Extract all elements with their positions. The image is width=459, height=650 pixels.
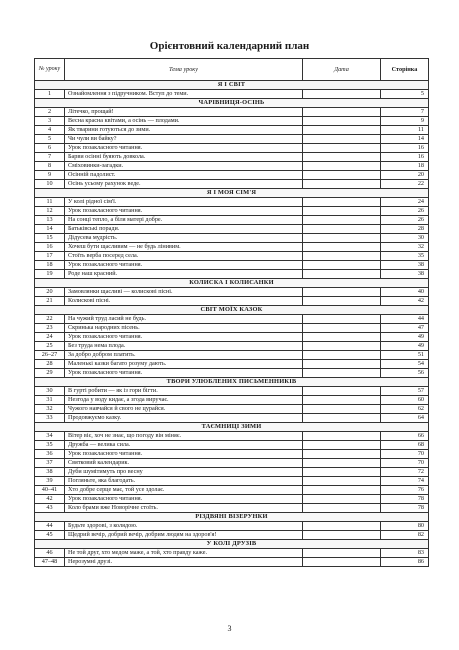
table-row bbox=[35, 270, 429, 279]
topic-cell: В гурті робити — як із гори бігти. bbox=[65, 387, 303, 396]
table-row bbox=[35, 288, 429, 297]
lesson-number-cell: 34 bbox=[35, 432, 65, 441]
lesson-number-cell: 30 bbox=[35, 387, 65, 396]
lesson-number-cell: 24 bbox=[35, 333, 65, 342]
topic-cell: Урок позакласного читання. bbox=[65, 261, 303, 270]
table-row bbox=[35, 126, 429, 135]
topic-cell: На сонці тепло, а біля матері добре. bbox=[65, 216, 303, 225]
table-row bbox=[35, 234, 429, 243]
table-row bbox=[35, 558, 429, 567]
date-cell bbox=[303, 252, 381, 261]
topic-cell: У колі рідної сім'ї. bbox=[65, 198, 303, 207]
header-topic: Тема уроку bbox=[65, 59, 303, 81]
topic-cell: Маленькі казки багато розуму дають. bbox=[65, 360, 303, 369]
table-row bbox=[35, 369, 429, 378]
topic-cell: Урок позакласного читання. bbox=[65, 369, 303, 378]
table-row bbox=[35, 216, 429, 225]
table-row bbox=[35, 333, 429, 342]
page-cell: 26 bbox=[381, 216, 429, 225]
lesson-number-cell: 47–48 bbox=[35, 558, 65, 567]
section-title: СВІТ МОЇХ КАЗОК bbox=[35, 306, 429, 315]
page-cell: 7 bbox=[381, 108, 429, 117]
lesson-number-cell: 32 bbox=[35, 405, 65, 414]
date-cell bbox=[303, 450, 381, 459]
page-cell: 44 bbox=[381, 315, 429, 324]
page-cell: 5 bbox=[381, 90, 429, 99]
date-cell bbox=[303, 90, 381, 99]
date-cell bbox=[303, 126, 381, 135]
lesson-number-cell: 12 bbox=[35, 207, 65, 216]
section-header-row bbox=[35, 279, 429, 288]
page-cell: 70 bbox=[381, 459, 429, 468]
lesson-number-cell: 3 bbox=[35, 117, 65, 126]
date-cell bbox=[303, 216, 381, 225]
date-cell bbox=[303, 135, 381, 144]
topic-cell: Роде наш красний. bbox=[65, 270, 303, 279]
topic-cell: Урок позакласного читання. bbox=[65, 144, 303, 153]
lesson-number-cell: 39 bbox=[35, 477, 65, 486]
table-row bbox=[35, 360, 429, 369]
table-row bbox=[35, 387, 429, 396]
section-title: КОЛИСКА І КОЛИСАНКИ bbox=[35, 279, 429, 288]
lesson-number-cell: 46 bbox=[35, 549, 65, 558]
page-cell: 26 bbox=[381, 207, 429, 216]
topic-cell: Нерозумні друзі. bbox=[65, 558, 303, 567]
topic-cell: Продовжуємо казку. bbox=[65, 414, 303, 423]
page-cell: 78 bbox=[381, 495, 429, 504]
section-header-row bbox=[35, 513, 429, 522]
date-cell bbox=[303, 414, 381, 423]
header-date: Дата bbox=[303, 59, 381, 81]
date-cell bbox=[303, 351, 381, 360]
date-cell bbox=[303, 441, 381, 450]
page-cell: 60 bbox=[381, 396, 429, 405]
section-title: Я І МОЯ СІМ'Я bbox=[35, 189, 429, 198]
date-cell bbox=[303, 261, 381, 270]
section-header-row bbox=[35, 306, 429, 315]
table-row bbox=[35, 450, 429, 459]
lesson-number-cell: 26–27 bbox=[35, 351, 65, 360]
page-cell: 24 bbox=[381, 198, 429, 207]
page-cell: 74 bbox=[381, 477, 429, 486]
date-cell bbox=[303, 171, 381, 180]
lesson-number-cell: 14 bbox=[35, 225, 65, 234]
page-cell: 64 bbox=[381, 414, 429, 423]
calendar-plan-table bbox=[34, 58, 429, 567]
date-cell bbox=[303, 144, 381, 153]
topic-cell: Дружба — велика сила. bbox=[65, 441, 303, 450]
date-cell bbox=[303, 234, 381, 243]
lesson-number-cell: 37 bbox=[35, 459, 65, 468]
date-cell bbox=[303, 117, 381, 126]
lesson-number-cell: 45 bbox=[35, 531, 65, 540]
section-title: РІЗДВЯНІ ВІЗЕРУНКИ bbox=[35, 513, 429, 522]
page-cell: 57 bbox=[381, 387, 429, 396]
topic-cell: Хочеш бути щасливим — не будь лінивим. bbox=[65, 243, 303, 252]
section-header-row bbox=[35, 81, 429, 90]
table-row bbox=[35, 180, 429, 189]
lesson-number-cell: 11 bbox=[35, 198, 65, 207]
table-row bbox=[35, 495, 429, 504]
topic-cell: Дідусева мудрість. bbox=[65, 234, 303, 243]
page-cell: 20 bbox=[381, 171, 429, 180]
lesson-number-cell: 44 bbox=[35, 522, 65, 531]
page-cell: 14 bbox=[381, 135, 429, 144]
lesson-number-cell: 31 bbox=[35, 396, 65, 405]
page-cell: 49 bbox=[381, 342, 429, 351]
page-cell: 78 bbox=[381, 504, 429, 513]
header-lesson-number: № уроку bbox=[35, 59, 65, 81]
lesson-number-cell: 42 bbox=[35, 495, 65, 504]
table-row bbox=[35, 459, 429, 468]
date-cell bbox=[303, 558, 381, 567]
lesson-number-cell: 25 bbox=[35, 342, 65, 351]
page-title: Орієнтовний календарний план bbox=[149, 40, 310, 52]
topic-cell: Літечко, прощай! bbox=[65, 108, 303, 117]
page-cell: 38 bbox=[381, 270, 429, 279]
table-row bbox=[35, 108, 429, 117]
page-cell: 54 bbox=[381, 360, 429, 369]
lesson-number-cell: 15 bbox=[35, 234, 65, 243]
topic-cell: Колискові пісні. bbox=[65, 297, 303, 306]
date-cell bbox=[303, 198, 381, 207]
date-cell bbox=[303, 396, 381, 405]
page-cell: 11 bbox=[381, 126, 429, 135]
date-cell bbox=[303, 324, 381, 333]
page-cell: 30 bbox=[381, 234, 429, 243]
lesson-number-cell: 2 bbox=[35, 108, 65, 117]
date-cell bbox=[303, 315, 381, 324]
date-cell bbox=[303, 486, 381, 495]
date-cell bbox=[303, 504, 381, 513]
section-title: У КОЛІ ДРУЗІВ bbox=[35, 540, 429, 549]
page-cell: 16 bbox=[381, 153, 429, 162]
topic-cell: На чужий труд ласий не будь. bbox=[65, 315, 303, 324]
topic-cell: Урок позакласного читання. bbox=[65, 495, 303, 504]
table-row bbox=[35, 396, 429, 405]
section-title: ТВОРИ УЛЮБЛЕНИХ ПИСЬМЕННИКІВ bbox=[35, 378, 429, 387]
topic-cell: Чи чули ви байку? bbox=[65, 135, 303, 144]
page-cell: 62 bbox=[381, 405, 429, 414]
lesson-number-cell: 17 bbox=[35, 252, 65, 261]
date-cell bbox=[303, 549, 381, 558]
lesson-number-cell: 16 bbox=[35, 243, 65, 252]
table-row bbox=[35, 468, 429, 477]
table-row bbox=[35, 441, 429, 450]
page-cell: 9 bbox=[381, 117, 429, 126]
page-cell: 56 bbox=[381, 369, 429, 378]
date-cell bbox=[303, 360, 381, 369]
page-cell: 82 bbox=[381, 531, 429, 540]
table-row bbox=[35, 414, 429, 423]
topic-cell: Сміховинки-загадки. bbox=[65, 162, 303, 171]
table-row bbox=[35, 315, 429, 324]
topic-cell: Батьківські поради. bbox=[65, 225, 303, 234]
page-cell: 18 bbox=[381, 162, 429, 171]
lesson-number-cell: 43 bbox=[35, 504, 65, 513]
lesson-number-cell: 20 bbox=[35, 288, 65, 297]
lesson-number-cell: 13 bbox=[35, 216, 65, 225]
page-cell: 72 bbox=[381, 468, 429, 477]
lesson-number-cell: 19 bbox=[35, 270, 65, 279]
lesson-number-cell: 5 bbox=[35, 135, 65, 144]
table-row bbox=[35, 261, 429, 270]
page-cell: 42 bbox=[381, 297, 429, 306]
table-row bbox=[35, 522, 429, 531]
section-title: ТАЄМНИЦІ ЗИМИ bbox=[35, 423, 429, 432]
table-row bbox=[35, 198, 429, 207]
table-row bbox=[35, 162, 429, 171]
section-header-row bbox=[35, 378, 429, 387]
page-cell: 22 bbox=[381, 180, 429, 189]
page-cell: 38 bbox=[381, 261, 429, 270]
topic-cell: Замовлянки щасливі — колискові пісні. bbox=[65, 288, 303, 297]
lesson-number-cell: 23 bbox=[35, 324, 65, 333]
lesson-number-cell: 1 bbox=[35, 90, 65, 99]
topic-cell: Ознайомлення з підручником. Вступ до теми. bbox=[65, 90, 303, 99]
table-row bbox=[35, 117, 429, 126]
topic-cell: Не той друг, хто медом маже, а той, хто правду каже. bbox=[65, 549, 303, 558]
topic-cell: Скринька народних пісень. bbox=[65, 324, 303, 333]
topic-cell: Урок позакласного читання. bbox=[65, 450, 303, 459]
table-row bbox=[35, 477, 429, 486]
date-cell bbox=[303, 522, 381, 531]
page-cell: 70 bbox=[381, 450, 429, 459]
date-cell bbox=[303, 288, 381, 297]
topic-cell: Весна красна квітами, а осінь — плодами. bbox=[65, 117, 303, 126]
date-cell bbox=[303, 225, 381, 234]
table-row bbox=[35, 252, 429, 261]
topic-cell: Осінь усьому рахунок веде. bbox=[65, 180, 303, 189]
topic-cell: Урок позакласного читання. bbox=[65, 207, 303, 216]
table-header-row bbox=[35, 59, 429, 81]
section-title: ЧАРІВНИЦЯ-ОСІНЬ bbox=[35, 99, 429, 108]
lesson-number-cell: 10 bbox=[35, 180, 65, 189]
topic-cell: Без труда нема плода. bbox=[65, 342, 303, 351]
page-cell: 28 bbox=[381, 225, 429, 234]
date-cell bbox=[303, 477, 381, 486]
date-cell bbox=[303, 531, 381, 540]
topic-cell: Урок позакласного читання. bbox=[65, 333, 303, 342]
lesson-number-cell: 33 bbox=[35, 414, 65, 423]
topic-cell: Барви осінні буяють довкола. bbox=[65, 153, 303, 162]
section-header-row bbox=[35, 540, 429, 549]
table-row bbox=[35, 531, 429, 540]
date-cell bbox=[303, 270, 381, 279]
page-cell: 76 bbox=[381, 486, 429, 495]
date-cell bbox=[303, 297, 381, 306]
topic-cell: Дуби шумітимуть про весну bbox=[65, 468, 303, 477]
page-cell: 83 bbox=[381, 549, 429, 558]
table-body bbox=[35, 81, 429, 567]
date-cell bbox=[303, 405, 381, 414]
topic-cell: Святковий календарик. bbox=[65, 459, 303, 468]
date-cell bbox=[303, 342, 381, 351]
table-row bbox=[35, 171, 429, 180]
table-row bbox=[35, 504, 429, 513]
table-row bbox=[35, 90, 429, 99]
topic-cell: Як тварини готуються до зими. bbox=[65, 126, 303, 135]
table-row bbox=[35, 405, 429, 414]
lesson-number-cell: 35 bbox=[35, 441, 65, 450]
table-row bbox=[35, 432, 429, 441]
date-cell bbox=[303, 369, 381, 378]
table-row bbox=[35, 207, 429, 216]
table-row bbox=[35, 144, 429, 153]
table-row bbox=[35, 243, 429, 252]
lesson-number-cell: 9 bbox=[35, 171, 65, 180]
topic-cell: Коло брами вже Новорічне стоїть. bbox=[65, 504, 303, 513]
lesson-number-cell: 40–41 bbox=[35, 486, 65, 495]
date-cell bbox=[303, 207, 381, 216]
section-header-row bbox=[35, 189, 429, 198]
date-cell bbox=[303, 162, 381, 171]
table-row bbox=[35, 297, 429, 306]
page-cell: 51 bbox=[381, 351, 429, 360]
date-cell bbox=[303, 468, 381, 477]
page-number: 3 bbox=[227, 624, 232, 633]
topic-cell: За добро добром платить. bbox=[65, 351, 303, 360]
page-cell: 80 bbox=[381, 522, 429, 531]
lesson-number-cell: 7 bbox=[35, 153, 65, 162]
table-row bbox=[35, 225, 429, 234]
page-cell: 32 bbox=[381, 243, 429, 252]
topic-cell: Стоїть верба посеред села. bbox=[65, 252, 303, 261]
date-cell bbox=[303, 387, 381, 396]
table-row bbox=[35, 549, 429, 558]
page-cell: 16 bbox=[381, 144, 429, 153]
lesson-number-cell: 21 bbox=[35, 297, 65, 306]
table-row bbox=[35, 324, 429, 333]
section-title: Я І СВІТ bbox=[35, 81, 429, 90]
table-row bbox=[35, 135, 429, 144]
topic-cell: Щедрий вечір, добрий вечір, добрим людям на здоров'я! bbox=[65, 531, 303, 540]
page-cell: 49 bbox=[381, 333, 429, 342]
section-header-row bbox=[35, 423, 429, 432]
page-cell: 35 bbox=[381, 252, 429, 261]
table-row bbox=[35, 342, 429, 351]
table-row bbox=[35, 351, 429, 360]
lesson-number-cell: 8 bbox=[35, 162, 65, 171]
date-cell bbox=[303, 432, 381, 441]
date-cell bbox=[303, 153, 381, 162]
date-cell bbox=[303, 459, 381, 468]
topic-cell: Незгода у воду кидає, а згода виручає. bbox=[65, 396, 303, 405]
topic-cell: Погляньте, яка благодать. bbox=[65, 477, 303, 486]
topic-cell: Осінній падолист. bbox=[65, 171, 303, 180]
header-page: Сторінка bbox=[381, 59, 429, 81]
date-cell bbox=[303, 495, 381, 504]
page-cell: 86 bbox=[381, 558, 429, 567]
page-cell: 47 bbox=[381, 324, 429, 333]
lesson-number-cell: 6 bbox=[35, 144, 65, 153]
lesson-number-cell: 29 bbox=[35, 369, 65, 378]
page-cell: 68 bbox=[381, 441, 429, 450]
lesson-number-cell: 38 bbox=[35, 468, 65, 477]
lesson-number-cell: 36 bbox=[35, 450, 65, 459]
page-cell: 66 bbox=[381, 432, 429, 441]
topic-cell: Вітер віє, хоч не знає, що погоду він міняє. bbox=[65, 432, 303, 441]
topic-cell: Чужого навчайся й свого не цурайся. bbox=[65, 405, 303, 414]
page-cell: 40 bbox=[381, 288, 429, 297]
table-row bbox=[35, 486, 429, 495]
topic-cell: Хто добре серце має, той усе здолає. bbox=[65, 486, 303, 495]
topic-cell: Будьте здорові, з коляд​ою. bbox=[65, 522, 303, 531]
date-cell bbox=[303, 333, 381, 342]
lesson-number-cell: 28 bbox=[35, 360, 65, 369]
date-cell bbox=[303, 180, 381, 189]
date-cell bbox=[303, 108, 381, 117]
date-cell bbox=[303, 243, 381, 252]
lesson-number-cell: 18 bbox=[35, 261, 65, 270]
lesson-number-cell: 4 bbox=[35, 126, 65, 135]
section-header-row bbox=[35, 99, 429, 108]
table-row bbox=[35, 153, 429, 162]
lesson-number-cell: 22 bbox=[35, 315, 65, 324]
